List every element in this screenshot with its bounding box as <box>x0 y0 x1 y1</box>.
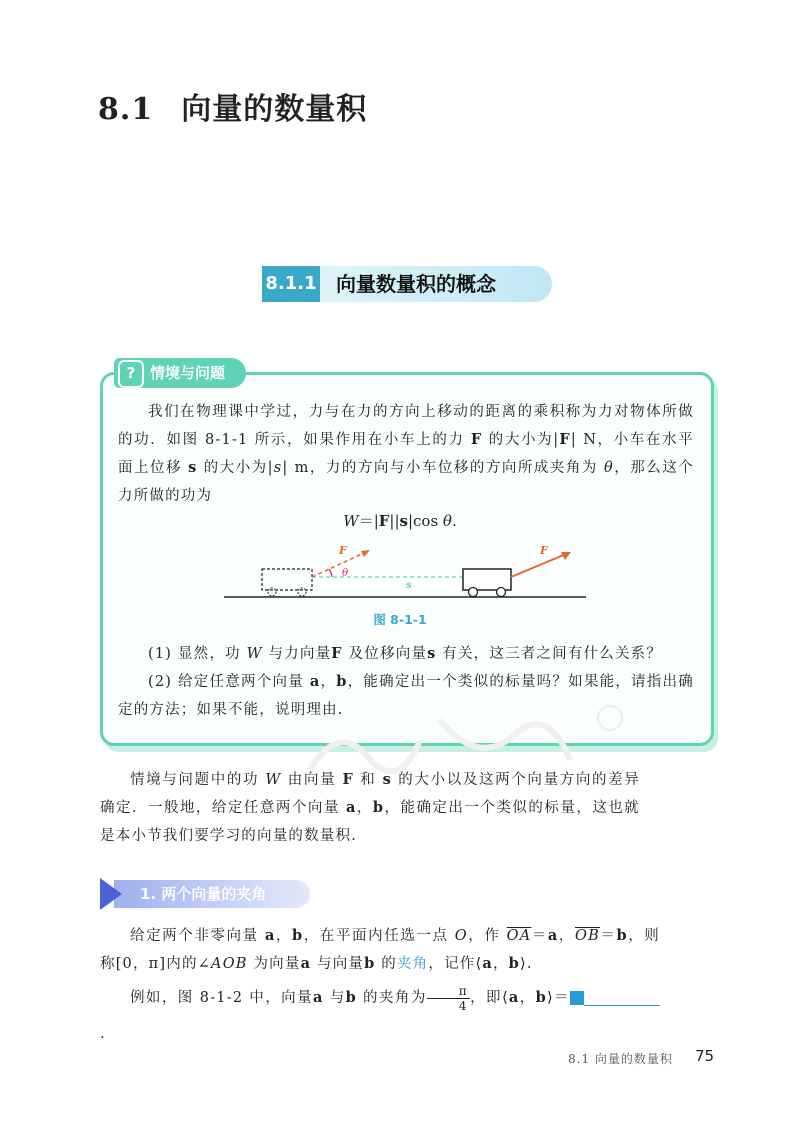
force-vector <box>511 554 566 577</box>
question-2: (2) 给定任意两个向量 a，b，能确定出一个类似的标量吗？如果能，请指出确定的方法；如果不能，说明理由. <box>118 673 694 718</box>
intro-paragraph: 情境与问题中的功 W 由向量 F 和 s 的大小以及这两个向量方向的差异确定．一般地，给定任意两个向量 a，b，能确定出一个类似的标量，这也就是本小节我们要学习的向量的数量积. <box>100 771 640 844</box>
example-paragraph: 例如，图 8-1-2 中，向量a 与b 的夹角为 $\frac{\pi}{4}$ ，即⟨a，b⟩＝ 1. <box>100 980 660 1052</box>
answer-blank[interactable] <box>584 991 660 1006</box>
term-angle: 夹角 <box>396 956 429 972</box>
chapter-title-text: 向量的数量积 <box>181 92 368 127</box>
cart-end-wheel-left <box>469 588 478 597</box>
fraction: $\frac{\pi}{4}$ <box>427 984 470 1013</box>
section-banner <box>262 266 552 302</box>
question-1: (1) 显然，功 W 与力向量F 及位移向量s 有关，这三者之间有什么关系？ <box>148 645 663 662</box>
force-arrowhead-dashed <box>361 550 370 557</box>
figure-caption: 图 8-1-1 <box>373 612 427 627</box>
page-number: 75 <box>695 1047 715 1065</box>
cart-start-wheel-left <box>268 588 276 596</box>
question-icon: ? <box>118 360 144 388</box>
situation-paragraph: 我们在物理课中学过，力与在力的方向上移动的距离的乘积称为力对物体所做的功．如图 8-1-1 所示，如果作用在小车上的力 F 的大小为|F| N，小车在水平面上位移 s 的大小为|s| m，力的方向与小车位移的方向所成夹角为 θ，那么这个力所做的功为 <box>118 404 694 504</box>
section-title: 向量数量积的概念 <box>320 266 552 302</box>
chapter-title <box>98 84 367 128</box>
definition-paragraph: 给定两个非零向量 a，b，在平面内任选一点 O，作 $\overline{OA}=a$，$\overline{OB}=b$，则称[0，π]内的∠AOB 为向量a 与向量b 的夹角，记作⟨a，b⟩. <box>100 927 660 972</box>
footer-section: 8.1 向量的数量积 <box>568 1052 673 1066</box>
subsection-banner <box>100 878 310 910</box>
cart-end <box>463 569 511 590</box>
cart-end-wheel-right <box>497 588 506 597</box>
registered-icon <box>598 706 622 730</box>
cart-start-wheel-right <box>298 588 306 596</box>
label-F-dashed: F <box>339 544 347 557</box>
section-number: 8.1.1 <box>262 266 320 302</box>
situation-tab <box>114 358 246 388</box>
chapter-number: 8.1 <box>98 92 154 127</box>
angle-arc <box>329 569 332 577</box>
blank-number: 1 <box>570 991 584 1005</box>
situation-tab-label: 情境与问题 <box>150 364 226 382</box>
arrow-right-icon <box>100 878 122 910</box>
cart-figure <box>220 540 590 606</box>
label-F: F <box>540 544 548 557</box>
cart-start-outline <box>262 569 312 590</box>
subsection-title: 1. 两个向量的夹角 <box>140 885 267 903</box>
work-formula: W＝|F||s|cos θ. <box>343 512 457 530</box>
label-s: s <box>406 580 412 591</box>
label-theta: θ <box>342 568 349 579</box>
